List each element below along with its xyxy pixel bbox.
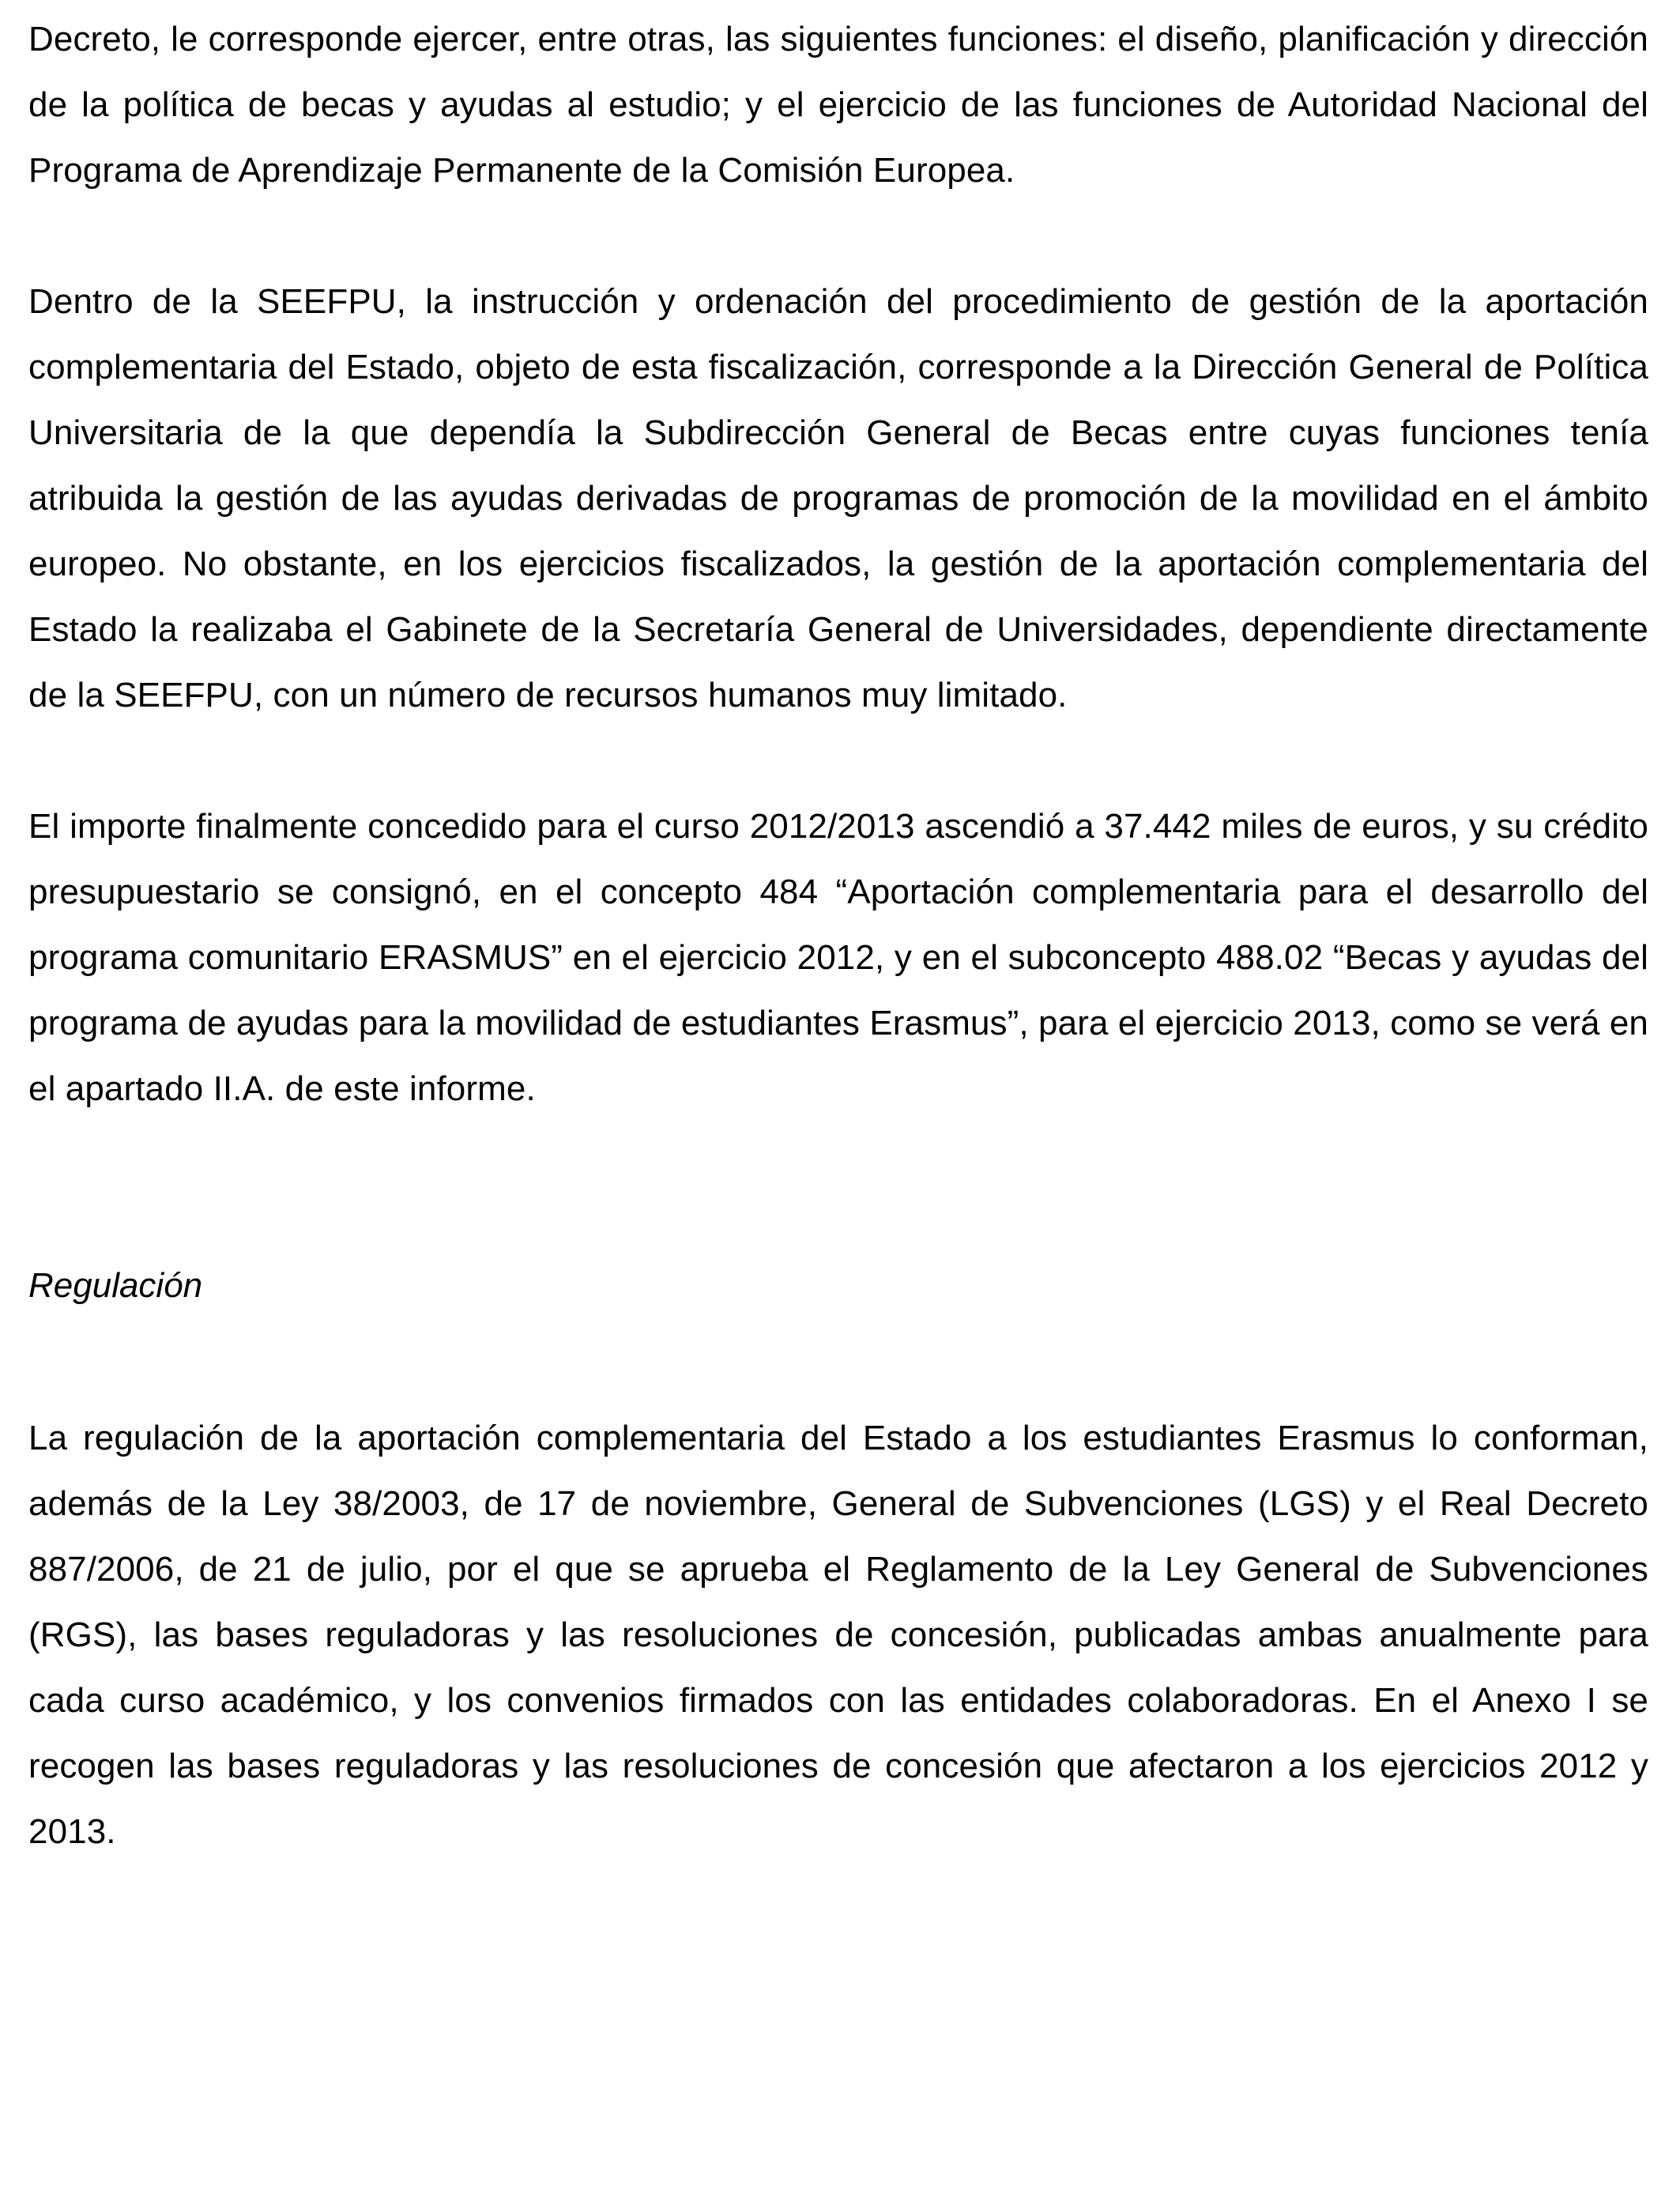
document-page (28, 6, 1648, 1864)
paragraph-importe: El importe finalmente concedido para el curso 2012/2013 ascendió a 37.442 miles de euros, y su crédito presupuestario se consignó, en el concepto 484 “Aportación complementaria para el desarrollo del programa comunitario ERASMUS” en el ejercicio 2012, y en el subconcepto 488.02 “Becas y ayudas del programa de ayudas para la movilidad de estudiantes Erasmus”, para el ejercicio 2013, como se verá en el apartado II.A. de este informe. (28, 807, 1648, 1108)
paragraph-seefpu: Dentro de la SEEFPU, la instrucción y ordenación del procedimiento de gestión de la aportación complementaria del Estado, objeto de esta fiscalización, corresponde a la Dirección General de Política Universitaria de la que dependía la Subdirección General de Becas entre cuyas funciones tenía atribuida la gestión de las ayudas derivadas de programas de promoción de la movilidad en el ámbito europeo. No obstante, en los ejercicios fiscalizados, la gestión de la aportación complementaria del Estado la realizaba el Gabinete de la Secretaría General de Universidades, dependiente directamente de la SEEFPU, con un número de recursos humanos muy limitado. (28, 282, 1648, 714)
section-heading-regulacion: Regulación (28, 1266, 203, 1305)
paragraph-regulacion: La regulación de la aportación complementaria del Estado a los estudiantes Erasmus lo conforman, además de la Ley 38/2003, de 17 de noviembre, General de Subvenciones (LGS) y el Real Decreto 887/2006, de 21 de julio, por el que se aprueba el Reglamento de la Ley General de Subvenciones (RGS), las bases reguladoras y las resoluciones de concesión, publicadas ambas anualmente para cada curso académico, y los convenios firmados con las entidades colaboradoras. En el Anexo I se recogen las bases reguladoras y las resoluciones de concesión que afectaron a los ejercicios 2012 y 2013. (28, 1419, 1648, 1851)
paragraph-funciones: Decreto, le corresponde ejercer, entre otras, las siguientes funciones: el diseño, planificación y dirección de la política de becas y ayudas al estudio; y el ejercicio de las funciones de Autoridad Nacional del Programa de Aprendizaje Permanente de la Comisión Europea. (28, 20, 1648, 190)
